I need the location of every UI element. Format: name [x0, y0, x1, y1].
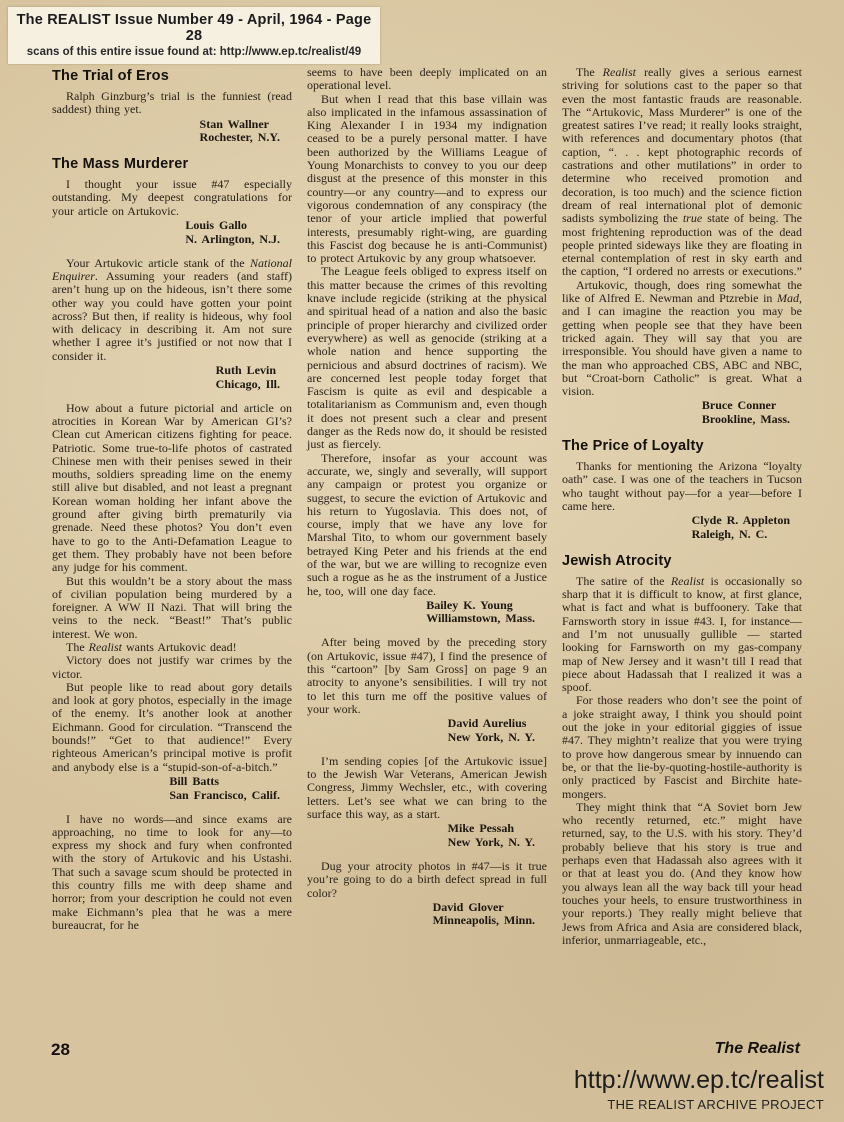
- signature: [307, 599, 547, 628]
- signature: [562, 514, 802, 543]
- paragraph: The satire of the Realist is occasionally so sharp that it is difficult to know, at first glance, what is fact and what is buffoonery. Take that Farnsworth story in issue #43. I, for instance—and I’m not unusually gullible — started looking for Farnsworth on my gas-company map of New Jersey and it wasn’t till I read that piece about Hadassah that I realized it was a spoof.: [562, 573, 802, 695]
- paragraph: I have no words—and since exams are approaching, no time to look for any—to express my shock and fury when confronted with the story of Artukovic and his Ustashi. That such a savage scum should be protected in this country fills me with deep shame and horror; from your description he could not even make Eichmann’s plea that he was a mere bureaucrat, for he: [52, 811, 292, 932]
- paragraph: But when I read that this base villain was also implicated in the infamous assassination of King Alexander I in 1934 my indignation ceased to be a purely personal matter. I have been authorized by the Williams League of Young Monarchists to convey to you our deep disgust at the presence of this monster in this country—or any country—and to express our vigorous condemnation of any conspiracy (the tenor of your article implied that powerful interests, presumably right-wing, are guarding this Fascist dog because he is anti-Communist) to protect Artukovic by any group whatsoever.: [307, 91, 547, 266]
- signature-location: Brookline, Mass.: [701, 412, 790, 427]
- paragraph: They might think that “A Soviet born Jew who recently returned, etc.” might have returned, say, to the U.S. with his story. They’d probably believe that his story is true and perhaps even that Hadassah also agrees with it or that at least you do. (And they know how you always lean all the way back till your head touches your heels, to ensure trustworthiness in your reports.) They really might believe that Jews from Africa and Asia are considered black, inferior, unmarriageable, etc.,: [562, 799, 802, 947]
- signature: [52, 775, 292, 804]
- paragraph: For those readers who don’t see the point of a joke straight away, I think you should point out the joke in your editorial giggies of issue #47. They mightn’t realize that you were trying to prove how dangerous smear by innuendo can be, or that the lie-by-quoting-hostile-authority is only practiced by Fascist and Birchite hate-mongers.: [562, 693, 802, 801]
- signature-location: Minneapolis, Minn.: [432, 913, 535, 928]
- letters-column-3: [562, 66, 802, 947]
- signature: [52, 364, 292, 393]
- signature-name: Bruce Conner: [701, 398, 777, 413]
- signature-name: Stan Wallner: [199, 116, 270, 131]
- footer-archive-url: http://www.ep.tc/realist: [573, 1066, 824, 1094]
- letters-column-2: [307, 66, 547, 947]
- signature-location: New York, N. Y.: [447, 729, 535, 744]
- signature: [307, 901, 547, 930]
- paragraph: I’m sending copies [of the Artukovic issue] to the Jewish War Veterans, American Jewish Congress, Jimmy Wechsler, etc., with covering letters. Let’s see what we can bring to the surface this way, as a start.: [307, 753, 547, 822]
- signature-location: Raleigh, N. C.: [691, 526, 768, 541]
- paragraph: Dug your atrocity photos in #47—is it true you’re going to do a birth defect spread in full color?: [307, 858, 547, 900]
- signature-name: Louis Gallo: [185, 218, 247, 233]
- section-heading: Jewish Atrocity: [562, 552, 672, 569]
- signature-name: Ruth Levin: [215, 363, 277, 378]
- signature-name: Clyde R. Appleton: [691, 513, 790, 528]
- signature-location: Chicago, Ill.: [215, 376, 280, 391]
- paragraph: Victory does not justify war crimes by the victor.: [52, 653, 292, 681]
- magazine-title: The Realist: [714, 1040, 800, 1057]
- signature-name: Mike Pessah: [447, 821, 514, 836]
- paragraph: Thanks for mentioning the Arizona “loyalty oath” case. I was one of the teachers in Tucson who taught without pay—for a year—before I came here.: [562, 459, 802, 513]
- signature-name: Bailey K. Young: [426, 597, 513, 612]
- section-heading: The Mass Murderer: [52, 156, 189, 173]
- letters-column-1: [52, 66, 292, 947]
- paragraph: seems to have been deeply implicated on an operational level.: [307, 65, 547, 93]
- paragraph: Your Artukovic article stank of the National Enquirer. Assuming your readers (and staff) aren’t hung up on the hideous, isn’t there some other way you could have gotten your point across? But then, if reality is hideous, why fool with delicacy in describing it. Am not sure whether I agree it’s justified or not now that I consider it.: [52, 255, 292, 363]
- letters-columns: [52, 66, 802, 947]
- signature-name: David Aurelius: [447, 716, 527, 731]
- signature: [307, 822, 547, 851]
- signature: [307, 717, 547, 746]
- paragraph: After being moved by the preceding story (on Artukovic, issue #47), I find the presence of this “cartoon” [by Sam Gross] on page 9 an atrocity to anyone’s sensibilities. I will try not to let this turn me off the positive values of your work.: [307, 635, 547, 716]
- paragraph: I thought your issue #47 especially outstanding. My deepest congratulations for your article on Artukovic.: [52, 177, 292, 218]
- paragraph: Artukovic, though, does ring somewhat the like of Alfred E. Newman and Ptzrebie in Mad, and I can imagine the reaction you may be getting when people see that they have been tricked again. They will say that you are irresponsible. You should have given a name to the man who approached CBS, ABC and NBC, but “Croat-born Catholic” is great. What a vision.: [562, 277, 802, 399]
- signature-name: Bill Batts: [169, 773, 219, 788]
- signature: [562, 399, 802, 428]
- paragraph: Ralph Ginzburg’s trial is the funniest (read saddest) thing yet.: [52, 89, 292, 117]
- signature: [52, 219, 292, 248]
- section-heading: The Trial of Eros: [52, 68, 170, 84]
- page-number: 28: [51, 1040, 70, 1059]
- section-heading: The Price of Loyalty: [562, 438, 704, 455]
- signature-location: San Francisco, Calif.: [169, 787, 280, 802]
- paragraph: Therefore, insofar as your account was accurate, we, singly and severally, will support any campaign or protest you organize or suggest, to secure the eviction of Artukovic and his return to Yugoslavia. This does not, of course, imply that we have any love for Marshal Tito, to whom our government basely betrayed King Peter and his friends at the end of the war, but we are willing to recognize even such a rogue as he as the instrument of a Justice he, too, will one day face.: [307, 450, 547, 598]
- paragraph: But this wouldn’t be a story about the mass of civilian population being murdered by a foreigner. A WW II Nazi. That will bring the veins to the neck. “Beast!” That’s public interest. We won.: [52, 573, 292, 641]
- signature: [52, 118, 292, 147]
- paragraph: How about a future pictorial and article on atrocities in Korean War by American GI’s? Clean cut American citizens fighting for peace. Patriotic. Some true-to-life photos of castrated Chinese men with their penises sewed in their mouths, soldiers spreading lime on the enemy still alive but disabled, and not least a pregnant Korean woman holding her infant above the ground after giving birth prematurily via grenade. Need these photos? You don’t even have to go to the Anti-Defamation League to get them. They probably have not been before any judge for his comment.: [52, 400, 292, 575]
- paragraph: The League feels obliged to express itself on this matter because the crimes of this revolting knave include regicide (striking at the physical and spiritual head of a nation and also the basic principle of proper hierarchy and civilized order everywhere) as well as genocide (striking at a whole nation and hence supporting the pernicious and absurd doctrines of racism). We are concerned lest people today forget that Fascism is quite as evil and despicable a totalitarianism as Communism and, even though it does not present such a clear and present danger as the Reds now do, it should be resisted just as fiercely.: [307, 264, 547, 452]
- paragraph: The Realist really gives a serious earnest striving for solutions cast to the paper so that even the most fantastic frauds are reasonable. The “Artukovic, Mass Murderer” is one of the greatest satires I’ve read; it really looks straight, with references and documentary photos (that caption, “. . . kept photographic records of castrations and other mutilations” in order to determine who received promotion and decoration, is too much) and the science fiction dream of real international plot of demonic sadists symbolizing the true state of being. The most frightening reproduction was of the dead people printed sideways like they are floating in eternal contemplation of rest in sky earth and the caption, “I ordered no arrests or executions.”: [562, 65, 802, 279]
- signature-name: David Glover: [432, 899, 504, 914]
- header-scan-source: scans of this entire issue found at: http://www.ep.tc/realist/49: [26, 46, 362, 58]
- footer-archive-label: THE REALIST ARCHIVE PROJECT: [607, 1097, 824, 1112]
- paragraph: The Realist wants Artukovic dead!: [66, 639, 237, 654]
- signature-location: N. Arlington, N.J.: [185, 231, 280, 246]
- header-issue-title: The REALIST Issue Number 49 - April, 1964 - Page 28: [16, 12, 372, 44]
- signature-location: Williamstown, Mass.: [426, 611, 535, 626]
- header-slug-box: [8, 7, 380, 64]
- signature-location: Rochester, N.Y.: [199, 130, 280, 145]
- signature-location: New York, N. Y.: [447, 834, 535, 849]
- paragraph: But people like to read about gory details and look at gory photos, especially in the image of the enemy. It’s another look at another Eichmann. Good for circulation. “Transcend the bounds!” “Get to that audience!” Every righteous American’s principal motive is profit and anybody else is a “stupid-son-of-a-bitch.”: [52, 679, 292, 774]
